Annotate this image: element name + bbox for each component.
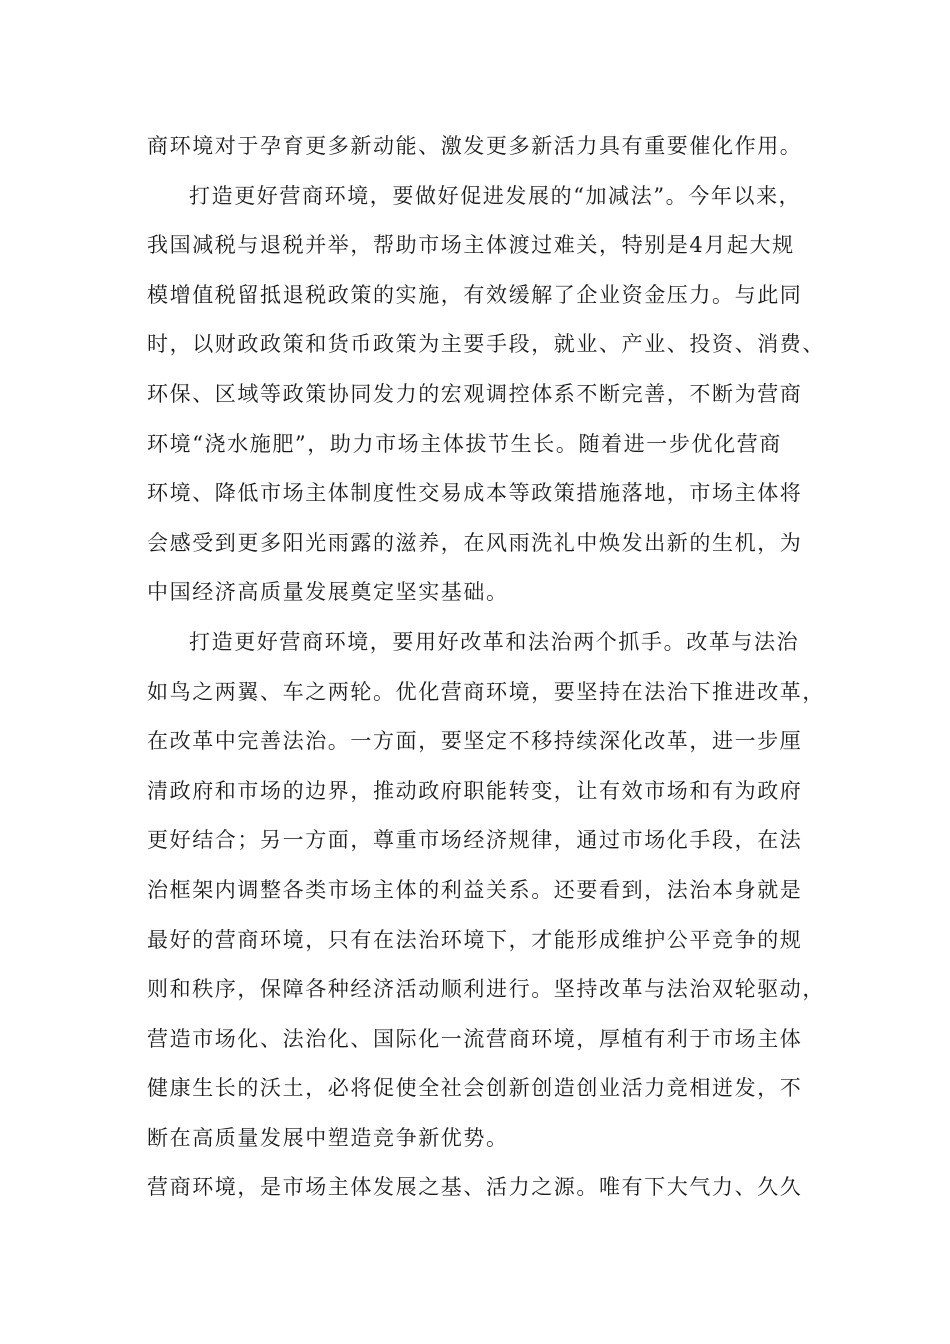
text-line: 在改革中完善法治。一方面，要坚定不移持续深化改革，进一步厘 (147, 729, 803, 754)
text-line: 清政府和市场的边界，推动政府职能转变，让有效市场和有为政府 (147, 778, 803, 803)
text-line: 治框架内调整各类市场主体的利益关系。还要看到，法治本身就是 (147, 877, 803, 902)
paragraph-first-line: 营商环境，是市场主体发展之基、活力之源。唯有下大气力、久久 (147, 1175, 803, 1200)
document-body (147, 122, 825, 1213)
paragraph-first-line: 打造更好营商环境，要用好改革和法治两个抓手。改革与法治 (189, 629, 800, 654)
text-line: 营造市场化、法治化、国际化一流营商环境，厚植有利于市场主体 (147, 1026, 803, 1051)
text-line: 会感受到更多阳光雨露的滋养，在风雨洗礼中焕发出新的生机，为 (147, 530, 803, 555)
text-line: 更好结合；另一方面，尊重市场经济规律，通过市场化手段，在法 (147, 828, 803, 853)
text-line: 环境、降低市场主体制度性交易成本等政策措施落地，市场主体将 (147, 481, 803, 506)
text-line: 最好的营商环境，只有在法治环境下，才能形成维护公平竞争的规 (147, 927, 803, 952)
text-line: 则和秩序，保障各种经济活动顺利进行。坚持改革与法治双轮驱动， (147, 977, 825, 1002)
text-line: 环境“浇水施肥”，助力市场主体拔节生长。随着进一步优化营商 (147, 431, 782, 456)
text-line: 时，以财政政策和货币政策为主要手段，就业、产业、投资、消费、 (147, 332, 825, 357)
text-line: 如鸟之两翼、车之两轮。优化营商环境，要坚持在法治下推进改革， (147, 679, 825, 704)
text-line: 中国经济高质量发展奠定坚实基础。 (147, 580, 509, 605)
text-line: 我国减税与退税并举，帮助市场主体渡过难关，特别是4月起大规 (147, 233, 795, 258)
text-line: 模增值税留抵退税政策的实施，有效缓解了企业资金压力。与此同 (147, 282, 803, 307)
text-line: 商环境对于孕育更多新动能、激发更多新活力具有重要催化作用。 (147, 134, 803, 158)
text-line: 环保、区域等政策协同发力的宏观调控体系不断完善，不断为营商 (147, 381, 803, 406)
text-line: 断在高质量发展中塑造竞争新优势。 (147, 1125, 509, 1150)
paragraph-first-line: 打造更好营商环境，要做好促进发展的“加减法”。今年以来， (189, 183, 802, 208)
text-line: 健康生长的沃土，必将促使全社会创新创造创业活力竞相迸发，不 (147, 1076, 803, 1101)
